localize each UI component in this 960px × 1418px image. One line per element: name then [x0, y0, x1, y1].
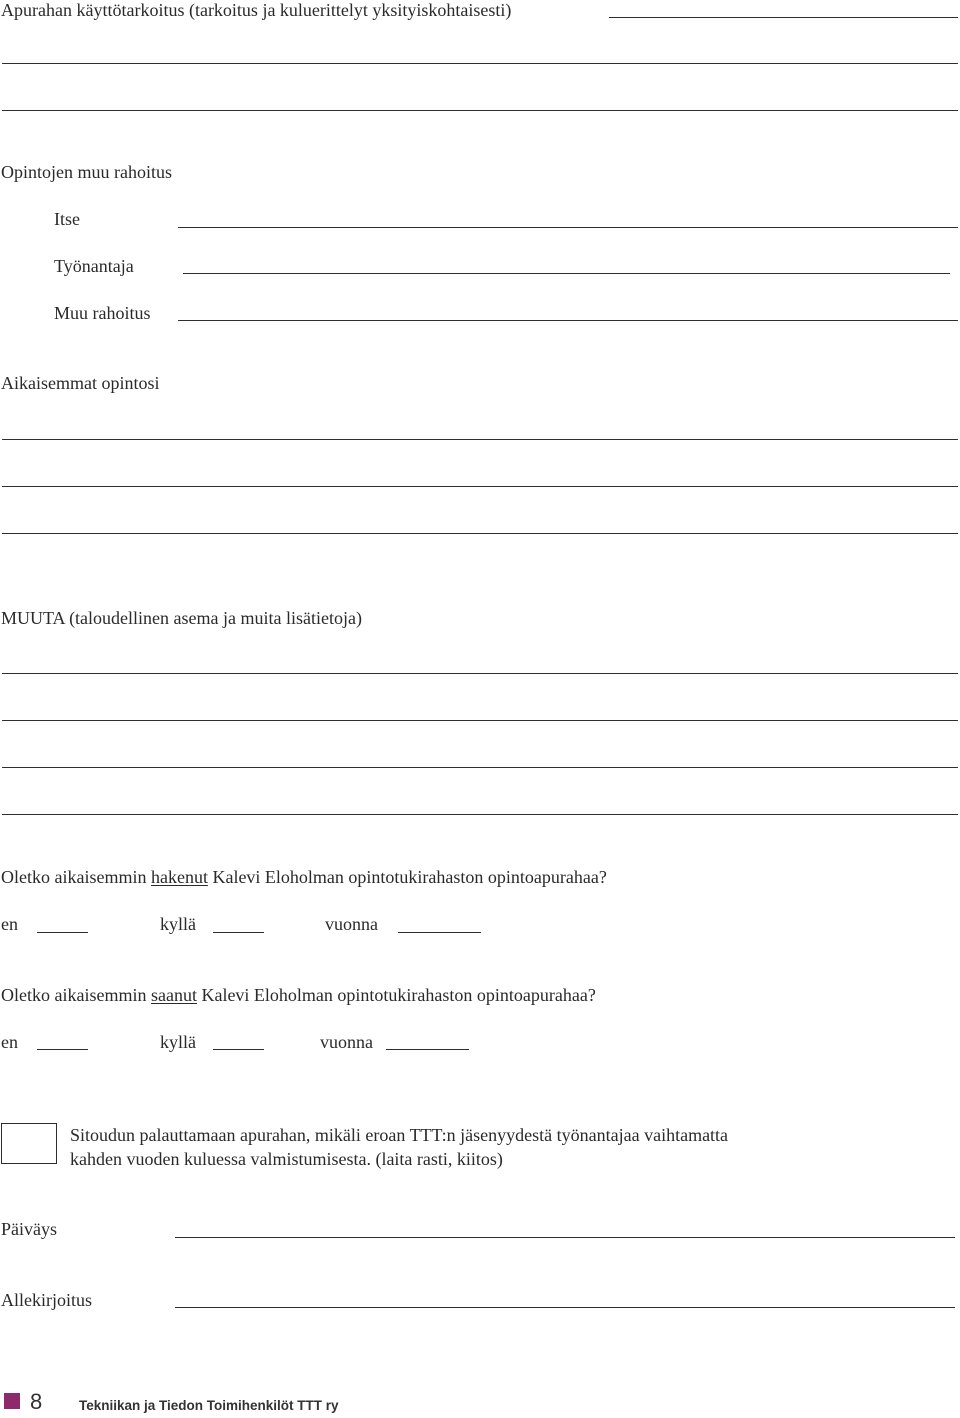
other-line-2[interactable] — [2, 720, 958, 721]
question-applied-pre: Oletko aikaisemmin — [1, 867, 151, 887]
funding-itse-label: Itse — [54, 209, 80, 229]
footer-square-icon — [4, 1393, 20, 1409]
commitment-checkbox[interactable] — [1, 1123, 57, 1164]
other-title: MUUTA (taloudellinen asema ja muita lisätietoja) — [1, 608, 362, 628]
other-line-1[interactable] — [2, 673, 958, 674]
purpose-label: Apurahan käyttötarkoitus (tarkoitus ja kuluerittelyt yksityiskohtaisesti) — [1, 0, 512, 20]
purpose-field-line-3[interactable] — [2, 110, 958, 111]
date-label: Päiväys — [1, 1219, 57, 1239]
signature-label: Allekirjoitus — [1, 1290, 92, 1310]
page-number: 8 — [30, 1389, 43, 1414]
question-received-post: Kalevi Eloholman opintotukirahaston opintoapurahaa? — [196, 985, 596, 1005]
question-applied — [1, 866, 607, 888]
question-applied-keyword: hakenut — [150, 867, 208, 887]
purpose-field[interactable] — [609, 17, 958, 18]
q1-vuonna-label: vuonna — [325, 914, 378, 934]
question-received-keyword: saanut — [150, 985, 197, 1005]
question-received — [1, 984, 596, 1006]
q2-vuonna-field[interactable] — [386, 1049, 469, 1050]
previous-studies-line-3[interactable] — [2, 533, 958, 534]
q1-en-field[interactable] — [37, 932, 88, 933]
funding-title: Opintojen muu rahoitus — [1, 162, 172, 182]
date-field[interactable] — [175, 1237, 955, 1238]
q1-vuonna-field[interactable] — [398, 932, 481, 933]
funding-itse-field[interactable] — [178, 227, 958, 228]
q1-en-label: en — [1, 914, 18, 934]
question-received-pre: Oletko aikaisemmin — [1, 985, 151, 1005]
q2-en-label: en — [1, 1032, 18, 1052]
commitment-text-line-1: Sitoudun palauttamaan apurahan, mikäli eroan TTT:n jäsenyydestä työnantajaa vaihtamatta — [70, 1125, 729, 1145]
purpose-field-line-2[interactable] — [2, 63, 958, 64]
q2-vuonna-label: vuonna — [320, 1032, 373, 1052]
funding-muu-field[interactable] — [178, 320, 958, 321]
previous-studies-line-1[interactable] — [2, 439, 958, 440]
q1-kylla-field[interactable] — [213, 932, 264, 933]
commitment-text-line-2: kahden vuoden kuluessa valmistumisesta. (laita rasti, kiitos) — [70, 1149, 503, 1169]
q2-kylla-label: kyllä — [160, 1032, 196, 1052]
funding-tyonantaja-label: Työnantaja — [54, 256, 134, 276]
other-line-3[interactable] — [2, 767, 958, 768]
funding-muu-label: Muu rahoitus — [54, 303, 151, 323]
q1-kylla-label: kyllä — [160, 914, 196, 934]
question-applied-post: Kalevi Eloholman opintotukirahaston opintoapurahaa? — [207, 867, 607, 887]
other-line-4[interactable] — [2, 814, 958, 815]
previous-studies-title: Aikaisemmat opintosi — [1, 373, 160, 393]
previous-studies-line-2[interactable] — [2, 486, 958, 487]
funding-tyonantaja-field[interactable] — [183, 273, 950, 274]
q2-en-field[interactable] — [37, 1049, 88, 1050]
signature-field[interactable] — [175, 1307, 955, 1308]
footer-organization: Tekniikan ja Tiedon Toimihenkilöt TTT ry — [79, 1398, 339, 1413]
q2-kylla-field[interactable] — [213, 1049, 264, 1050]
